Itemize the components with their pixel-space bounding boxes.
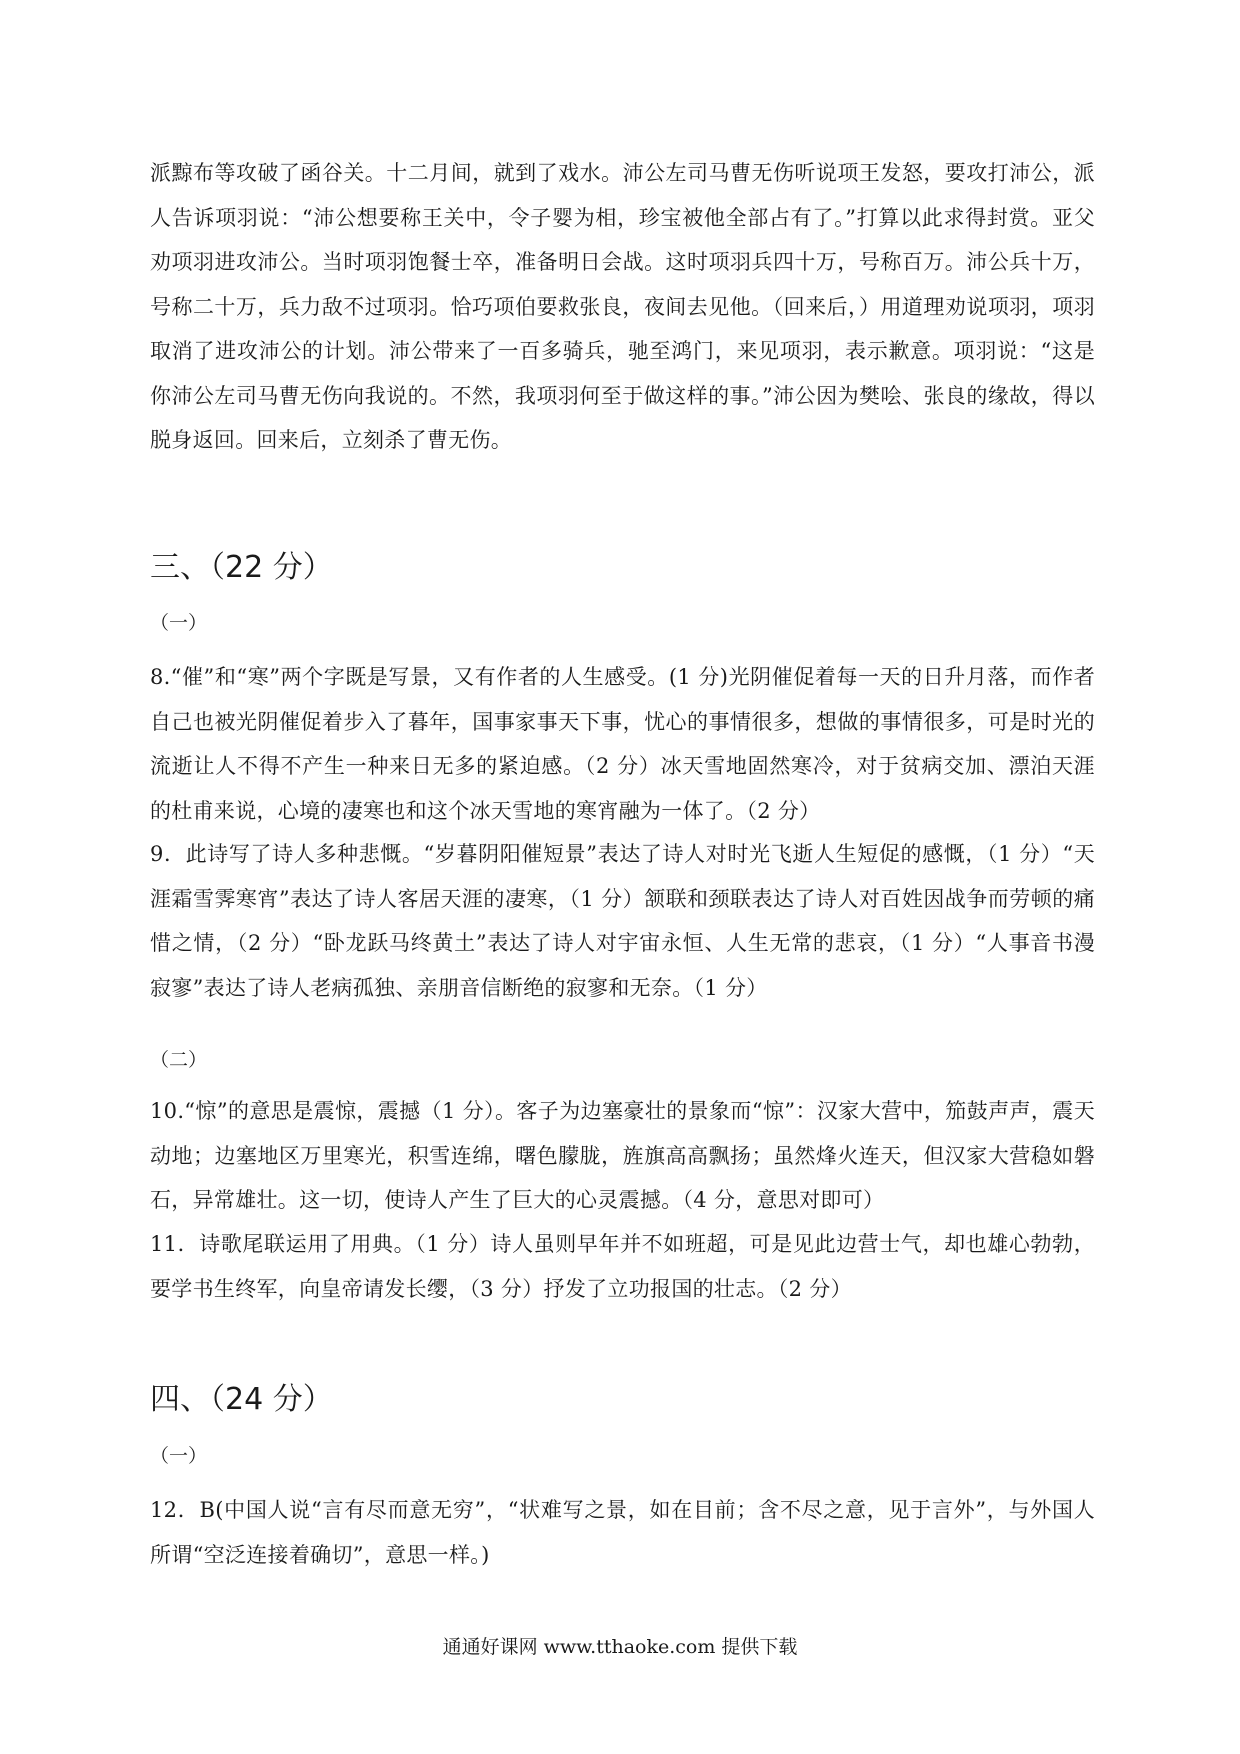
answer-12: 12．B(中国人说“言有尽而意无穷”，“状难写之景，如在目前；含不尽之意，见于言外”，与外国人所谓“空泛连接着确切”，意思一样。) bbox=[150, 1498, 1095, 1567]
answer-9: 9．此诗写了诗人多种悲慨。“岁暮阴阳催短景”表达了诗人对时光飞逝人生短促的感慨，（1 分）“天涯霜雪霁寒宵”表达了诗人客居天涯的凄寒，（1 分）颔联和颈联表达了诗人对百姓因战争而劳顿的痛惜之情，（2 分）“卧龙跃马终黄土”表达了诗人对宇宙永恒、人生无常的悲哀，（1 分）“人事音书漫寂寥”表达了诗人老病孤独、亲朋音信断绝的寂寥和无奈。（1 分） bbox=[150, 842, 1095, 1000]
section-3-part-2-label: （二） bbox=[150, 1049, 208, 1071]
section-3-part-1-label: （一） bbox=[150, 612, 208, 634]
section-4-part-1-label: （一） bbox=[150, 1445, 208, 1467]
section-3-heading: 三、（22 分） bbox=[150, 550, 333, 585]
answer-10: 10.“惊”的意思是震惊，震撼（1 分）。客子为边塞豪壮的景象而“惊”：汉家大营中，笳鼓声声，震天动地；边塞地区万里寒光，积雪连绵，曙色朦胧，旌旗高高飘扬；虽然烽火连天，但汉家大营稳如磐石，异常雄壮。这一切，使诗人产生了巨大的心灵震撼。（4 分，意思对即可） bbox=[150, 1099, 1095, 1212]
answer-11: 11．诗歌尾联运用了用典。（1 分）诗人虽则早年并不如班超，可是见此边营士气，却也雄心勃勃，要学书生终军，向皇帝请发长缨，（3 分）抒发了立功报国的壮志。（2 分） bbox=[150, 1232, 1095, 1301]
translation-paragraph: 派黥布等攻破了函谷关。十二月间，就到了戏水。沛公左司马曹无伤听说项王发怒，要攻打沛公，派人告诉项羽说：“沛公想要称王关中，令子婴为相，珍宝被他全部占有了。”打算以此求得封赏。亚父劝项羽进攻沛公。当时项羽饱餐士卒，准备明日会战。这时项羽兵四十万，号称百万。沛公兵十万，号称二十万，兵力敌不过项羽。恰巧项伯要救张良，夜间去见他。（回来后，）用道理劝说项羽，项羽取消了进攻沛公的计划。沛公带来了一百多骑兵，驰至鸿门，来见项羽，表示歉意。项羽说：“这是你沛公左司马曹无伤向我说的。不然，我项羽何至于做这样的事。”沛公因为樊哙、张良的缘故，得以脱身返回。回来后，立刻杀了曹无伤。 bbox=[150, 161, 1095, 452]
answer-8: 8.“催”和“寒”两个字既是写景，又有作者的人生感受。(1 分)光阴催促着每一天的日升月落，而作者自己也被光阴催促着步入了暮年，国事家事天下事，忧心的事情很多，想做的事情很多，可是时光的流逝让人不得不产生一种来日无多的紧迫感。（2 分）冰天雪地固然寒冷，对于贫病交加、漂泊天涯的杜甫来说，心境的凄寒也和这个冰天雪地的寒宵融为一体了。（2 分） bbox=[150, 665, 1095, 823]
page-footer: 通通好课网 www.tthaoke.com 提供下载 bbox=[442, 1636, 798, 1658]
section-4-heading: 四、（24 分） bbox=[150, 1382, 333, 1417]
